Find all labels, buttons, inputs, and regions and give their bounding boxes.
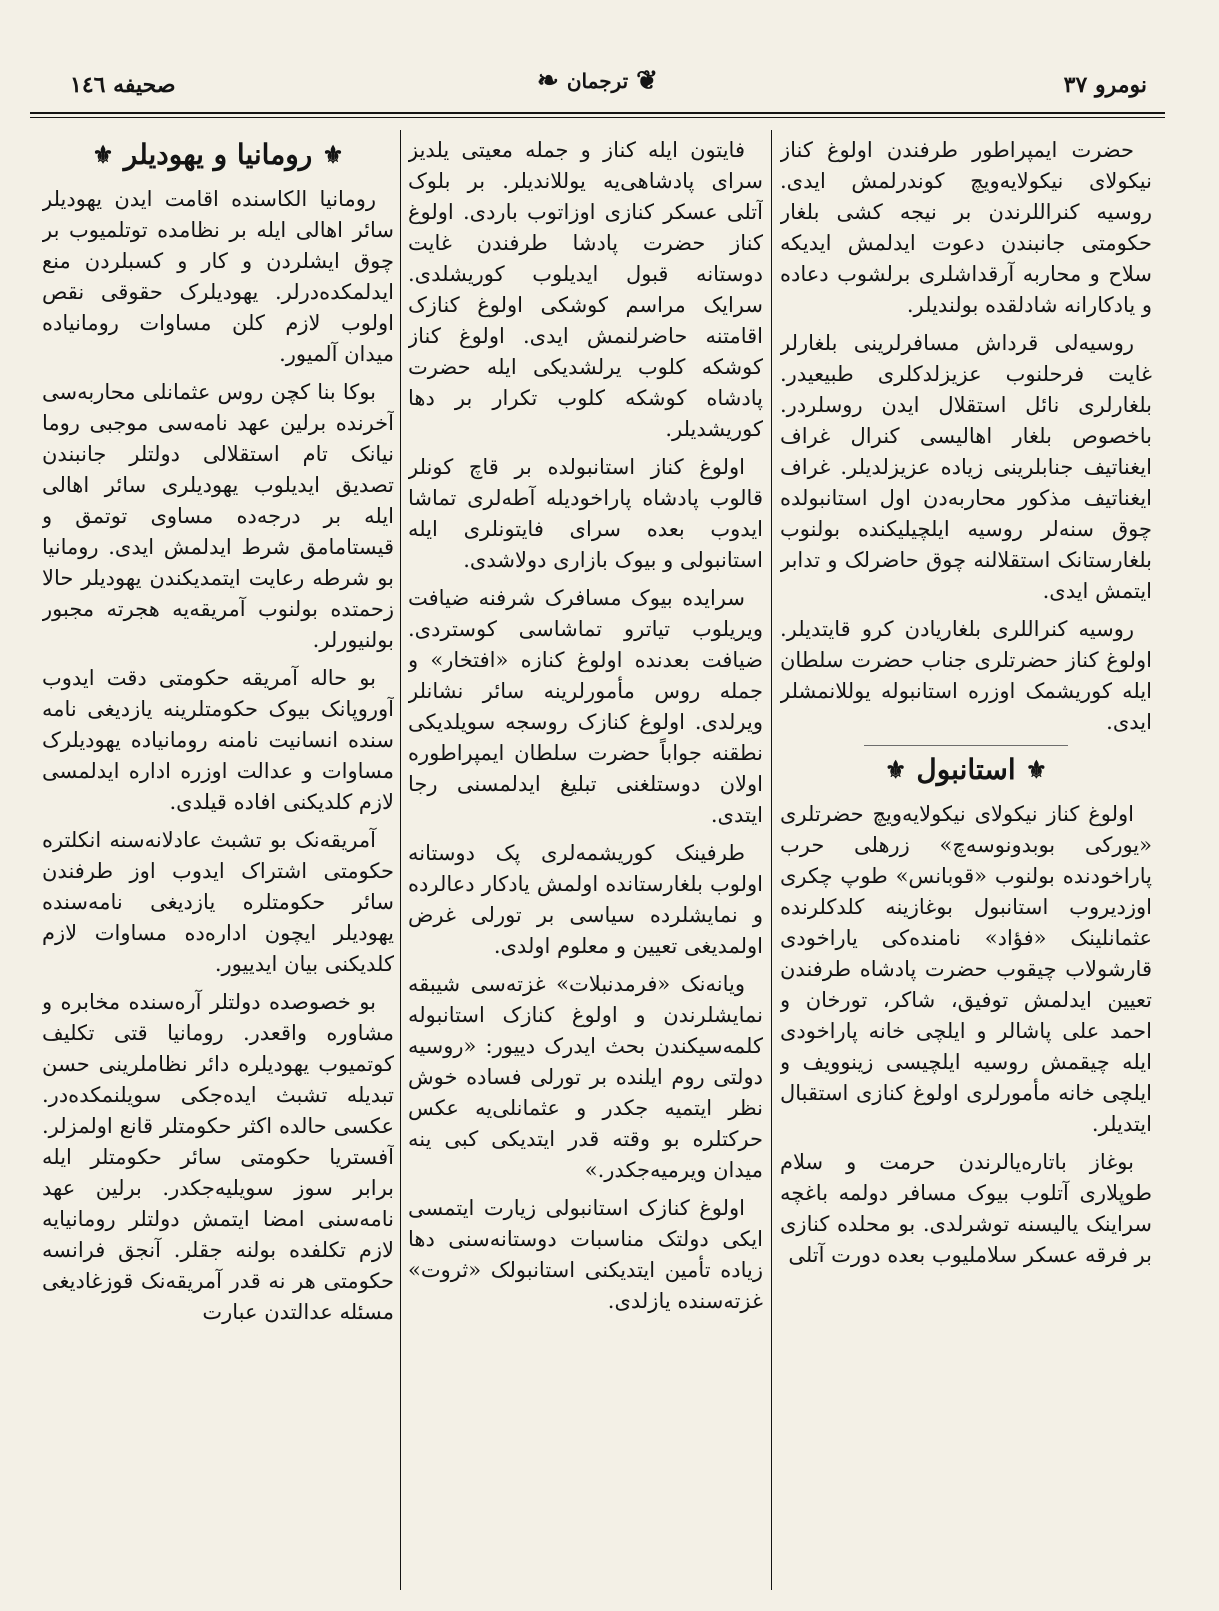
paragraph: طرفینک کوریشمه‌لری پک دوستانه اولوب بلغارستانده اولمش یادکار دعالرده و نمایشلرده سیاسی بر تورلی غرض اولمدیغی تعیین و معلوم اولدی. xyxy=(408,841,763,958)
column-divider xyxy=(771,130,772,1590)
column-middle xyxy=(408,135,763,1595)
column-left xyxy=(42,135,394,1595)
newspaper-title xyxy=(537,68,658,94)
paragraph: فایتون ایله کناز و جمله معیتی یلدیز سرای پادشاهی‌یه یوللاندیلر. بر بلوک آتلی عسکر کنازی اوزاتوب باردی. اولوغ کناز حضرت پادشا طرفندن غایت دوستانه قبول ایدیلوب کوریشلدی. سرایک مراسم کوشکی اولوغ کنازک اقامتنه حاضرلنمش ایدی. اولوغ کناز کوشکه کلوب یرلشدیکی ایله حضرت پادشاه کوشکه کلوب تکرار بر دها کوریشدیلر. xyxy=(408,138,763,441)
ornament-icon: ⚜ xyxy=(322,140,344,169)
heading-text: استانبول xyxy=(916,753,1016,786)
paragraph: حضرت ایمپراطور طرفندن اولوغ کناز نیکولای نیکولایه‌ویچ کوندرلمش ایدی. روسیه کنراللرندن بر نیجه کشی بلغار حکومتی جانبندن دعوت ایدلمش ایدیکه سلاح و محاربه آرقداشلری برلشوب دعاده و یادکارانه شادلقده بولندیلر. xyxy=(780,138,1152,317)
ornament-icon: ❧ xyxy=(537,66,559,96)
section-separator xyxy=(864,745,1069,746)
masthead xyxy=(30,62,1165,118)
paragraph: بوغاز باتاره‌یالرندن حرمت و سلام طوپلاری آتلوب بیوک مسافر دولمه باغچه سراینک یالیسنه توشرلدی. بو محلده کنازی بر فرقه عسکر سلاملیوب بعده دورت آتلی xyxy=(780,1150,1152,1267)
paragraph: بوکا بنا کچن روس عثمانلی محاربه‌سی آخرنده برلین عهد نامه‌سی موجبی روما نیانک تام استقلالی دولتلر جانبندن تصدیق ایدیلوب یهودیلری سائر اهالی ایله بر درجه‌ده مساوی توتمق و قیستامامق شرط ایدلمش ایدی. رومانیا بو شرطه رعایت ایتمدیکندن یهودیلر حالا زحمتده بولنوب آمریقه‌یه هجرته مجبور بولنیورلر. xyxy=(42,380,394,652)
paragraph: بو حاله آمریقه حکومتی دقت ایدوب آوروپانک بیوک حکومتلرینه یازدیغی نامه سنده انسانیت نامنه رومانیاده یهودیلرک مساوات و عدالت اوزره اداره ایدلمسی لازم کلدیکنی افاده قیلدی. xyxy=(42,666,394,814)
paragraph: بو خصوصده دولتلر آره‌سنده مخابره و مشاوره واقعدر. رومانیا قتی تکلیف کوتمیوب یهودیلره دائر نظاملرینی حسن تبدیله تشبث ایده‌جکی سویلنمکده‌در. عکسی حالده اکثر حکومتلر قانع اولمزلر. آفستریا حکومتی سائر حکومتلر ایله برابر سوز سویلیه‌جکدر. برلین عهد نامه‌سنی امضا ایتمش دولتلر رومانیایه لازم تکلفده بولنه جقلر. آنجق فرانسه حکومتی هر نه قدر آمریقه‌نک قوزغادیغی مسئله عدالتدن عبارت xyxy=(42,990,394,1324)
heading-text: رومانیا و یهودیلر xyxy=(123,138,313,171)
paragraph: اولوغ کناز استانبولده بر قاچ کونلر قالوب پادشاه پاراخودیله آطه‌لری تماشا ایدوب بعده سرای فایتونلری ایله استانبولی و بیوک بازاری دولاشدی. xyxy=(408,455,763,572)
paragraph: اولوغ کناز نیکولای نیکولایه‌ویچ حضرتلری «یورکی بوبدونوسه‌چ» زرهلی حرب پاراخودنده بولنوب «قوبانس» طوپ چکری اوزدیروب استانبول بوغازینه کلدکلرنده عثمانلینک «فؤاد» نامنده‌کی یاراخودی قارشولاب چیقوب حضرت پادشاه طرفندن تعیین ایدلمش توفیق، شاکر، تورخان و احمد علی پاشالر و ایلچی خانه پاراخودی ایله چیقمش روسیه ایلچیسی زینوویف و ایلچی خانه مأمورلری اولوغ کنازی استقبال ایتدیلر. xyxy=(780,802,1152,1136)
paragraph: روسیه کنراللری بلغاریادن کرو قایتدیلر. اولوغ کناز حضرتلری جناب حضرت سلطان ایله کوریشمک اوزره استانبوله یوللانمشلر ایدی. xyxy=(780,617,1152,734)
section-heading-istanbul xyxy=(780,754,1152,785)
title-text: ترجمان xyxy=(566,69,629,93)
section-heading-romania xyxy=(42,139,394,170)
paragraph: سرایده بیوک مسافرک شرفنه ضیافت ویریلوب تیاترو تماشاسی کوستردی. ضیافت بعدنده اولوغ کنازه «افتخار» و جمله روس مأمورلرینه سائر نشانلر ویرلدی. اولوغ کنازک روسجه سویلدیکی نطقنه جواباً حضرت سلطان ایمپراطوره اولان دوستلغنی تبلیغ ایدلمسنی رجا ایتدی. xyxy=(408,586,763,827)
paragraph: اولوغ کنازک استانبولی زیارت ایتمسی ایکی دولتک مناسبات دوستانه‌سنی دها زیاده تأمین ایتدیکنی استانبولک «ثروت» غزته‌سنده یازلدی. xyxy=(408,1196,763,1313)
paragraph: روسیه‌لی قرداش مسافرلرینی بلغارلر غایت فرحلنوب عزیزلدکلری طبیعیدر. بلغارلری نائل استقلال ایدن روسلردر. باخصوص بلغار اهالیسی کنرال غراف ایغناتیف جنابلرینی زیاده عزیزلدیلر. غراف ایغناتیف مذکور محاربه‌دن اول استانبولده چوق سنه‌لر روسیه ایلچیلیکنده بولنوب بلغارستانک استقلالنه چوق حاضرلک و تدابر ایتمش ایدی. xyxy=(780,331,1152,603)
header-rule xyxy=(30,112,1165,114)
paragraph: ویانه‌نک «فرمدنبلات» غزته‌سی شیبقه نمایشلرندن و اولوغ کنازک استانبوله کلمه‌سیکندن بحث ایدرک دییور: «روسیه دولتی روم ایلنده بر تورلی فساده خوش نظر ایتمیه جکدر و عثمانلی‌یه عکس حرکتلره بو وقته قدر ایتدیکی کبی ینه میدان ویرمیه‌جکدر.» xyxy=(408,972,763,1182)
column-right xyxy=(780,135,1152,1595)
header-rule-thin xyxy=(30,117,1165,118)
paragraph: رومانیا الکاسنده اقامت ایدن یهودیلر سائر اهالی ایله بر نظامده توتلمیوب بر چوق ایشلردن و کار و کسبلردن منع ایدلمکده‌درلر. یهودیلرک حقوقی نقص اولوب لازم کلن مساوات رومانیاده میدان آلمیور. xyxy=(42,187,394,366)
paragraph: آمریقه‌نک بو تشبث عادلانه‌سنه انکلتره حکومتی اشتراک ایدوب اوز طرفندن سائر حکومتلره یازدیغی نامه‌سنده یهودیلر ایچون اداره‌ده مساوات لازم کلدیکنی بیان ایدییور. xyxy=(42,828,394,976)
page-number: صحیفه ١٤٦ xyxy=(70,72,176,98)
ornament-icon: ❦ xyxy=(636,66,658,96)
ornament-icon: ⚜ xyxy=(92,140,114,169)
issue-number: نومرو ٣٧ xyxy=(1063,72,1147,98)
ornament-icon: ⚜ xyxy=(884,755,907,784)
column-divider xyxy=(400,130,401,1590)
ornament-icon: ⚜ xyxy=(1025,755,1048,784)
